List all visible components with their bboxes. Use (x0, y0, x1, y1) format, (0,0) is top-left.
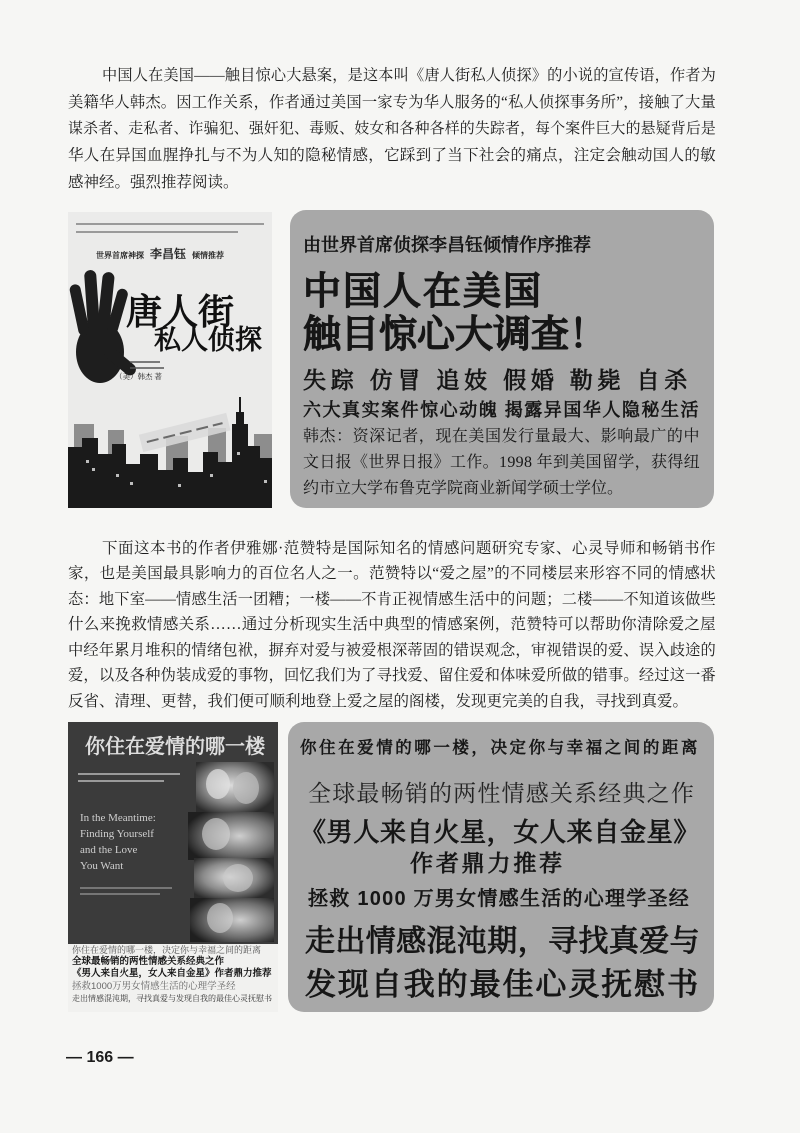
paragraph-2-line: 下面这本书的作者伊雅娜·范赞特是国际知名的情感问题研究专家、心灵导师和畅销书作 (102, 539, 716, 557)
promo-1-keywords: 失踪 仿冒 追妓 假婚 勒毙 自杀 (303, 367, 692, 393)
paragraph-2-line: 反省、清理、更替，我们便可顺利地登上爱之屋的阁楼，发现更完美的自我，寻找到真爱。 (68, 692, 689, 710)
cover-2-caption-line: 《男人来自火星，女人来自金星》作者鼎力推荐 (72, 968, 272, 979)
cover-2-english-line: and the Love (80, 844, 138, 856)
paragraph-1-line: 华人在异国血腥挣扎与不为人知的隐秘情感，它踩到了当下社会的痛点，注定会触动国人的敏 (68, 147, 716, 164)
paragraph-2-line: 中经年累月堆积的情绪包袱，摒弃对爱与被爱根深蒂固的错误观念，审视错误的爱、误入歧途的 (68, 641, 716, 659)
cover-2-title: 你住在爱情的哪一楼 (85, 736, 265, 758)
promo-1-headline: 由世界首席侦探李昌钰倾情作序推荐 (303, 235, 591, 255)
page-number: — 166 — (66, 1049, 134, 1066)
cover-1-author: （美）韩杰 著 (115, 372, 162, 381)
promo-1-bio-line: 文日报《世界日报》工作。1998 年到美国留学，获得纽 (303, 454, 700, 471)
paragraph-1-line: 感神经。强烈推荐阅读。 (68, 174, 239, 191)
couple-photos (188, 762, 274, 942)
paragraph-2-line: 爱，以及各种伪装成爱的事物，回忆我们为了寻找爱、留住爱和体味爱所做的错事。经过这一番 (68, 667, 716, 684)
promo-1-title-line-2: 触目惊心大调查！ (303, 314, 608, 356)
promo-1-tagline: 六大真实案件惊心动魄 揭露异国华人隐秘生活 (303, 400, 700, 420)
promo-2-slogan-line-1: 走出情感混沌期，寻找真爱与 (305, 925, 700, 958)
promo-2-book-title: 《男人来自火星，女人来自金星》 (300, 817, 700, 847)
cover-1-endorsement (96, 246, 224, 262)
promo-2-subtitle: 全球最畅销的两性情感关系经典之作 (308, 780, 695, 806)
promo-1-title-line-1: 中国人在美国 (303, 271, 544, 313)
cover-2-caption-line: 拯救1000万男女情感生活的心理学圣经 (72, 981, 236, 992)
promo-2-headline: 你住在爱情的哪一楼，决定你与幸福之间的距离 (300, 739, 700, 757)
paragraph-2-line: 什么来挽救情感关系……通过分析现实生活中典型的情感案例，范赞特可以帮助你清除爱之屋 (68, 616, 716, 633)
paragraph-1-line: 美籍华人韩杰。因工作关系，作者通过美国一家专为华人服务的“私人侦探事务所”，接触了大量 (68, 94, 716, 111)
book-cover-chinatown-detective (68, 212, 272, 508)
cover-1-endorsement-suffix: 倾情推荐 (192, 251, 225, 260)
cover-1-title-line-1: 唐人街 (126, 292, 235, 332)
paragraph-2-line: 态：地下室——情感生活一团糟；一楼——不肯正视情感生活中的问题；二楼——不知道该做些 (68, 590, 716, 608)
promo-2-claim: 拯救 1000 万男女情感生活的心理学圣经 (308, 888, 690, 910)
cover-2-caption-line: 走出情感混沌期，寻找真爱与发现自我的最佳心灵抚慰书 (72, 994, 272, 1003)
paragraph-1-line: 中国人在美国——触目惊心大悬案，是这本叫《唐人街私人侦探》的小说的宣传语，作者为 (102, 67, 716, 84)
promo-1-bio-line: 韩杰：资深记者，现在美国发行量最大、影响最广的中 (303, 428, 700, 445)
book-cover-which-floor-of-love (68, 722, 278, 1012)
promo-box-which-floor-of-love (288, 722, 714, 1012)
cover-2-caption-line: 你住在爱情的哪一楼，决定你与幸福之间的距离 (72, 945, 262, 955)
promo-box-chinatown-detective (290, 210, 714, 508)
promo-1-bio-line: 约市立大学布鲁克学院商业新闻学硕士学位。 (303, 480, 624, 497)
cover-2-english-line: Finding Yourself (80, 828, 154, 840)
cover-2-caption-line: 全球最畅销的两性情感关系经典之作 (72, 956, 225, 967)
cover-1-title-line-2: 私人侦探 (154, 325, 262, 355)
cover-1-endorser: 李昌钰 (150, 247, 187, 261)
promo-2-recommend: 作者鼎力推荐 (410, 850, 565, 876)
paragraph-1-line: 谋杀者、走私者、诈骗犯、强奸犯、毒贩、妓女和各种各样的失踪者，每个案件巨大的悬疑背后是 (68, 121, 716, 137)
promo-2-slogan-line-2: 发现自我的最佳心灵抚慰书 (305, 967, 700, 1002)
cover-2-english-line: You Want (80, 860, 124, 872)
cover-2-english-line: In the Meantime: (80, 812, 156, 824)
paragraph-2-line: 家，也是美国最具影响力的百位名人之一。范赞特以“爱之屋”的不同楼层来形容不同的情感状 (68, 565, 716, 582)
cover-1-endorsement-prefix: 世界首席神探 (96, 251, 144, 260)
